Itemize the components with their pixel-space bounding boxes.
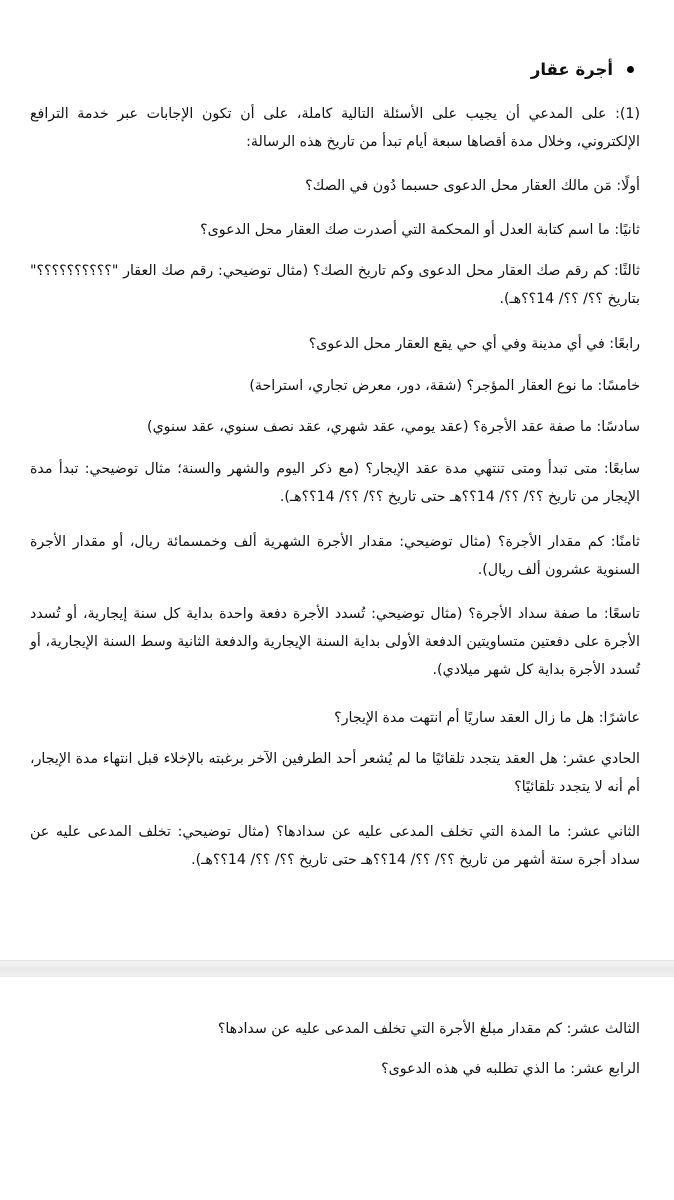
question-12: الثاني عشر: ما المدة التي تخلف المدعى عليه عن سدادها؟ (مثال توضيحي: تخلف المدعى عليه عن سداد أجرة ستة أشهر من تاريخ ؟؟/ ؟؟/ 14؟؟هـ حتى تاريخ ؟؟/ ؟؟/ 14؟؟هـ). xyxy=(30,824,640,868)
question-10: عاشرًا: هل ما زال العقد ساريًا أم انتهت مدة الإيجار؟ xyxy=(334,710,640,726)
bullet-icon xyxy=(627,66,634,73)
question-2: ثانيًا: ما اسم كتابة العدل أو المحكمة التي أصدرت صك العقار محل الدعوى؟ xyxy=(200,222,640,238)
question-14: الرابع عشر: ما الذي تطلبه في هذه الدعوى؟ xyxy=(381,1061,640,1077)
section-heading xyxy=(531,60,634,79)
question-11: الحادي عشر: هل العقد يتجدد تلقائيًا ما لم يُشعر أحد الطرفين الآخر برغبته بالإخلاء قبل انتهاء مدة الإيجار، أم أنه لا يتجدد تلقائيًا؟ xyxy=(30,751,640,795)
question-8: ثامنًا: كم مقدار الأجرة؟ (مثال توضيحي: مقدار الأجرة الشهرية ألف وخمسمائة ريال، أو مقدار الأجرة السنوية عشرون ألف ريال). xyxy=(30,534,640,578)
intro-paragraph: (1): على المدعي أن يجيب على الأسئلة التالية كاملة، على أن تكون الإجابات عبر خدمة الترافع الإلكتروني، وخلال مدة أقصاها سبعة أيام تبدأ من تاريخ هذه الرسالة: xyxy=(30,106,640,150)
question-1: أولًا: مَن مالك العقار محل الدعوى حسبما دُون في الصك؟ xyxy=(305,178,640,194)
question-5: خامسًا: ما نوع العقار المؤجر؟ (شقة، دور، معرض تجاري، استراحة) xyxy=(249,378,640,394)
question-6: سادسًا: ما صفة عقد الأجرة؟ (عقد يومي، عقد شهري، عقد نصف سنوي، عقد سنوي) xyxy=(147,419,640,435)
question-4: رابعًا: في أي مدينة وفي أي حي يقع العقار محل الدعوى؟ xyxy=(308,336,640,352)
question-13: الثالث عشر: كم مقدار مبلغ الأجرة التي تخلف المدعى عليه عن سدادها؟ xyxy=(217,1021,640,1037)
question-7: سابعًا: متى تبدأ ومتى تنتهي مدة عقد الإيجار؟ (مع ذكر اليوم والشهر والسنة؛ مثال توضيحي: تبدأ مدة الإيجار من تاريخ ؟؟/ ؟؟/ 14؟؟هـ حتى تاريخ ؟؟/ ؟؟/ 14؟؟هـ). xyxy=(30,461,640,505)
question-3: ثالثًا: كم رقم صك العقار محل الدعوى وكم تاريخ الصك؟ (مثال توضيحي: رقم صك العقار "؟؟؟؟؟؟؟؟؟؟" بتاريخ ؟؟/ ؟؟/ 14؟؟هـ). xyxy=(30,263,640,307)
question-9: تاسعًا: ما صفة سداد الأجرة؟ (مثال توضيحي: تُسدد الأجرة دفعة واحدة بداية كل سنة إيجارية، أو تُسدد الأجرة على دفعتين متساويتين الدفعة الأولى بداية السنة الإيجارية والدفعة الثانية وسط السنة الإيجارية، أو تُسدد الأجرة بداية كل شهر ميلادي). xyxy=(30,606,640,678)
document-page-2 xyxy=(0,975,674,1200)
heading-text: أجرة عقار xyxy=(530,60,613,79)
